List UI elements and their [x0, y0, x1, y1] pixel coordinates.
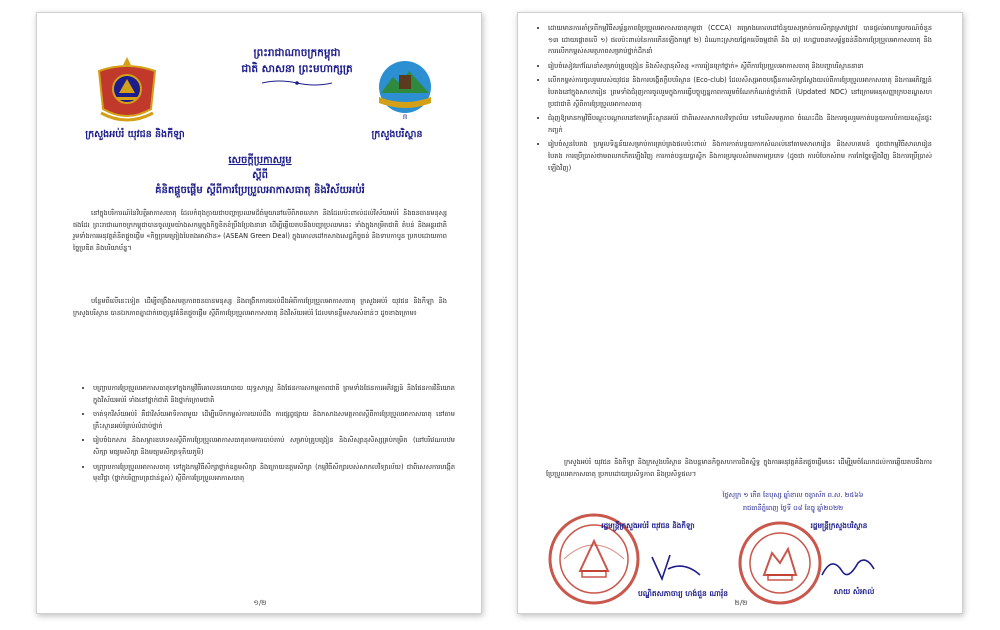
document-page-2: [517, 12, 963, 614]
kingdom-name: ព្រះរាជាណាចក្រកម្ពុជា: [253, 47, 341, 59]
list-item: • រៀបចំសៀវភៅណែនាំសម្រាប់គ្រូបង្រៀន និងសិស្សានុសិស្ស «ការរៀនក្រៅថ្នាក់» ស្តីពីការប្រែប្រួលអាកាសធាតុ និងបញ្ហាបរិស្ថាននានា: [548, 61, 932, 73]
ministry-education-logo: [87, 53, 167, 131]
handwritten-signature-education: [648, 551, 708, 589]
page-number: ១/២: [253, 599, 267, 607]
page-number: ២/២: [734, 599, 748, 607]
title-concerning: ស្តីពី: [252, 170, 268, 181]
title-subject: គំនិតផ្តួចផ្តើម ស្តីពីការប្រែប្រួលអាកាសធាតុ និងវិស័យអប់រំ: [155, 185, 365, 196]
svg-text:ᗰ: ᗰ: [402, 114, 408, 121]
list-item: • ដោយមានការគាំទ្រពីកម្មវិធីសម្ព័ន្ធភាពប្រែប្រួលអាកាសធាតុកម្ពុជា (CCCA) គម្រោងគោលដៅជំនួយសម្រាប់ការសិក្សាស្រាវជ្រាវ បានផ្តល់អាហារូបករណ៍ចំនួន ១៣ ដោយផ្តោតលើ ១) ផលប៉ះពាល់នៃការកើនឡើងកម្តៅ ២) ដំណោះស្រាយផ្អែកលើធម្មជាតិ និង ៣) ហេដ្ឋារចនាសម្ព័ន្ធធន់នឹងការប្រែប្រួលអាកាសធាតុ និងការលើកកម្ពស់សមត្ថភាពសម្រាប់ថ្នាក់ដឹកនាំ: [548, 23, 932, 58]
signatory-title-education: រដ្ឋមន្ត្រីក្រសួងអប់រំ យុវជន និងកីឡា: [601, 521, 695, 530]
date-place: រាជធានីភ្នំពេញ ថ្ងៃទី ០៨ ខែធ្នូ ឆ្នាំ២០២២: [742, 504, 844, 512]
commitments-list-2: [534, 23, 932, 177]
ministry-environment-logo: [373, 59, 437, 125]
signatory-title-environment: រដ្ឋមន្ត្រីក្រសួងបរិស្ថាន: [810, 521, 868, 530]
ornament-divider: [262, 79, 332, 87]
list-item: • បញ្ជ្រាបការប្រែប្រួលអាកាសធាតុទៅក្នុងកម្មវិធីគោលនយោបាយ យុទ្ធសាស្ត្រ និងផែនការសកម្មភាពជាតិ ព្រមទាំងផែនការអភិវឌ្ឍន៍ និងផែនការវិនិយោគ ក្នុងវិស័យអប់រំ ទាំងនៅថ្នាក់ជាតិ និងថ្នាក់ក្រោមជាតិ: [93, 383, 455, 406]
document-title: [97, 153, 423, 198]
date-lunar: ថ្ងៃសុក្រ ១ កើត ខែបុស្ស ឆ្នាំខាល ចត្វាស័ក ព.ស. ២៥៦៦: [722, 491, 864, 499]
ministry-education-name: ក្រសួងអប់រំ យុវជន និងកីឡា: [85, 129, 185, 140]
signatory-name-environment: សាយ សំអាល់: [833, 587, 875, 596]
national-motto: ជាតិ សាសនា ព្រះមហាក្សត្រ: [241, 63, 353, 75]
list-item: • បញ្ជ្រាបការប្រែប្រួលអាកាសធាតុ ទៅក្នុងកម្មវិធីសិក្សាថ្នាក់ឧត្តមសិក្សា និងក្រោយឧត្តមសិក្សា (កម្មវិធីសិក្សារបស់សាកលវិទ្យាល័យ) ជាពិសេសការបង្កើតមុខវិជ្ជា (ថ្នាក់បរិញ្ញាបត្រជាន់ខ្ពស់) ស្តីពីការប្រែប្រួលអាកាសធាតុ: [93, 462, 455, 485]
list-item: • រៀបចំឯកសារ និងសម្ភារឧបទេសស្តីពីការប្រែប្រួលអាកាសធាតុតាមការបាប់តាប់ សម្រាប់គ្រូបង្រៀន និងសិស្សានុសិស្សគ្រប់កម្រិត (នៅបរិវេណបឋមសិក្សា មធ្យមសិក្សា និងមធ្យមសិក្សាទុតិយភូមិ): [93, 435, 455, 458]
handwritten-signature-environment: [818, 553, 878, 587]
signatory-name-education: បណ្ឌិតសភាចារ្យ ហង់ជួន ណារ៉ុន: [637, 589, 729, 598]
paragraph-introduction: នៅក្នុងបរិការណ៍នៃវិបត្តិអាកាសធាតុ ដែលកំពុងក្លាយជាបញ្ហាប្រឈមដ៏ធំមួយនៅលើពិភពលោក និងដែលប៉ះពាល់ដល់វិស័យអប់រំ និងធនធានមនុស្សផងដែរ ព្រះរាជាណាចក្រកម្ពុជាបានចូលរួមយ៉ាងសកម្មក្នុងកិច្ចខិតខំប្រឹងប្រែងនានា ដើម្បីឆ្លើយតបនឹងបញ្ហាប្រឈមនេះ ទាំងក្នុងកម្រិតជាតិ តំបន់ និងអន្តរជាតិ រួមទាំងការអនុវត្តគំនិតផ្តួចផ្តើម «កិច្ចព្រមព្រៀងបៃតងអាស៊ាន» (ASEAN Green Deal) ក្នុងគោលដៅកសាងសេដ្ឋកិច្ចធន់ និងទាបកាបូន ប្រកបដោយភាពច្នៃប្រឌិត និងបរិយាប័ន្ន។: [73, 209, 447, 252]
list-item: • រៀបចំសួនបៃតង ប្រមូលទិន្នន័យសម្រាប់ការគ្រប់គ្រងផលប៉ះពាល់ និងការកាត់បន្ថយកាកសំណល់នៅតាមសាលារៀន និងសហគមន៍ ដូចជាកម្មវិធីសាលារៀនបៃតង ការប្រើប្រាស់ថាមពលកកើតឡើងវិញ ការកាត់បន្ថយប្លាស្ទិក និងការប្រមូលសំរាមតាមប្រភេទ (ដូចជា ការបំបែកសំរាម ការកែច្នៃឡើងវិញ និងការប្រើប្រាស់ឡើងវិញ): [548, 139, 932, 174]
document-page-1: [36, 12, 482, 614]
list-item: • ចាត់ទុកវិស័យអប់រំ គឺជាវិស័យអាទិភាពមួយ ដើម្បីលើកកម្ពស់ការយល់ដឹង ការផ្សព្វផ្សាយ និងកសាងសមត្ថភាពស្តីពីការប្រែប្រួលអាកាសធាតុ នៅតាមគ្រឹះស្ថានអប់រំគ្រប់លំដាប់ថ្នាក់: [93, 409, 455, 432]
ministry-environment-name: ក្រសួងបរិស្ថាន: [371, 129, 423, 140]
kingdom-header: [197, 45, 397, 87]
title-joint-declaration: សេចក្តីប្រកាសរួម: [228, 155, 292, 166]
paragraph-closing: ក្រសួងអប់រំ យុវជន និងកីឡា និងក្រសួងបរិស្ថាន និងបន្តមានកិច្ចសហការជិតស្និទ្ធ ក្នុងការអនុវត្តគំនិតផ្តួចផ្តើមនេះ ដើម្បីរួមចំណែកដល់ការឆ្លើយតបនឹងការប្រែប្រួលអាកាសធាតុ ប្រកបដោយប្រសិទ្ធភាព និងប្រសិទ្ធផល។: [546, 458, 932, 478]
commitments-list-1: [79, 383, 455, 488]
paragraph-agreement: បន្ថែមពីលើនេះទៀត ដើម្បីពង្រឹងសមត្ថភាពធនធានមនុស្ស និងពង្រីកការយល់ដឹងអំពីការប្រែប្រួលអាកាសធាតុ ក្រសួងអប់រំ យុវជន និងកីឡា និងក្រសួងបរិស្ថាន បានឯកភាពគ្នាដាក់ចេញនូវគំនិតផ្តួចផ្តើម ស្តីពីការប្រែប្រួលអាកាសធាតុ និងវិស័យអប់រំ ដែលមានខ្លឹមសារសំខាន់ៗ ដូចខាងក្រោម៖: [73, 297, 447, 317]
list-item: • ជំរុញឱ្យមានកម្មវិធីបណ្តុះបណ្តាលនៅតាមគ្រឹះស្ថានអប់រំ ជាពិសេសសាកលវិទ្យាល័យ ទៅលើសមត្ថភាព ចំណេះដឹង និងការចូលរួមកាត់បន្ថយការបំភាយឧស្ម័នផ្ទះកញ្ចក់: [548, 113, 932, 136]
list-item: • លើកកម្ពស់ការចូលរួមរបស់យុវជន និងការបង្កើតក្លឹបបរិស្ថាន (Eco-club) ដែលសិស្សអាចបង្កើនការសិក្សាស្វែងយល់ពីការប្រែប្រួលអាកាសធាតុ និងការអភិវឌ្ឍន៍បៃតងនៅក្នុងសាលារៀន ព្រមទាំងជំរុញការចូលរួមក្នុងការធ្វើបច្ចុប្បន្នភាពការរួមចំណែកកំណត់ថ្នាក់ជាតិ (Updated NDC) នៅក្រោមអនុសញ្ញាក្របខណ្ឌសហប្រជាជាតិ ស្តីពីការប្រែប្រួលអាកាសធាតុ: [548, 75, 932, 110]
